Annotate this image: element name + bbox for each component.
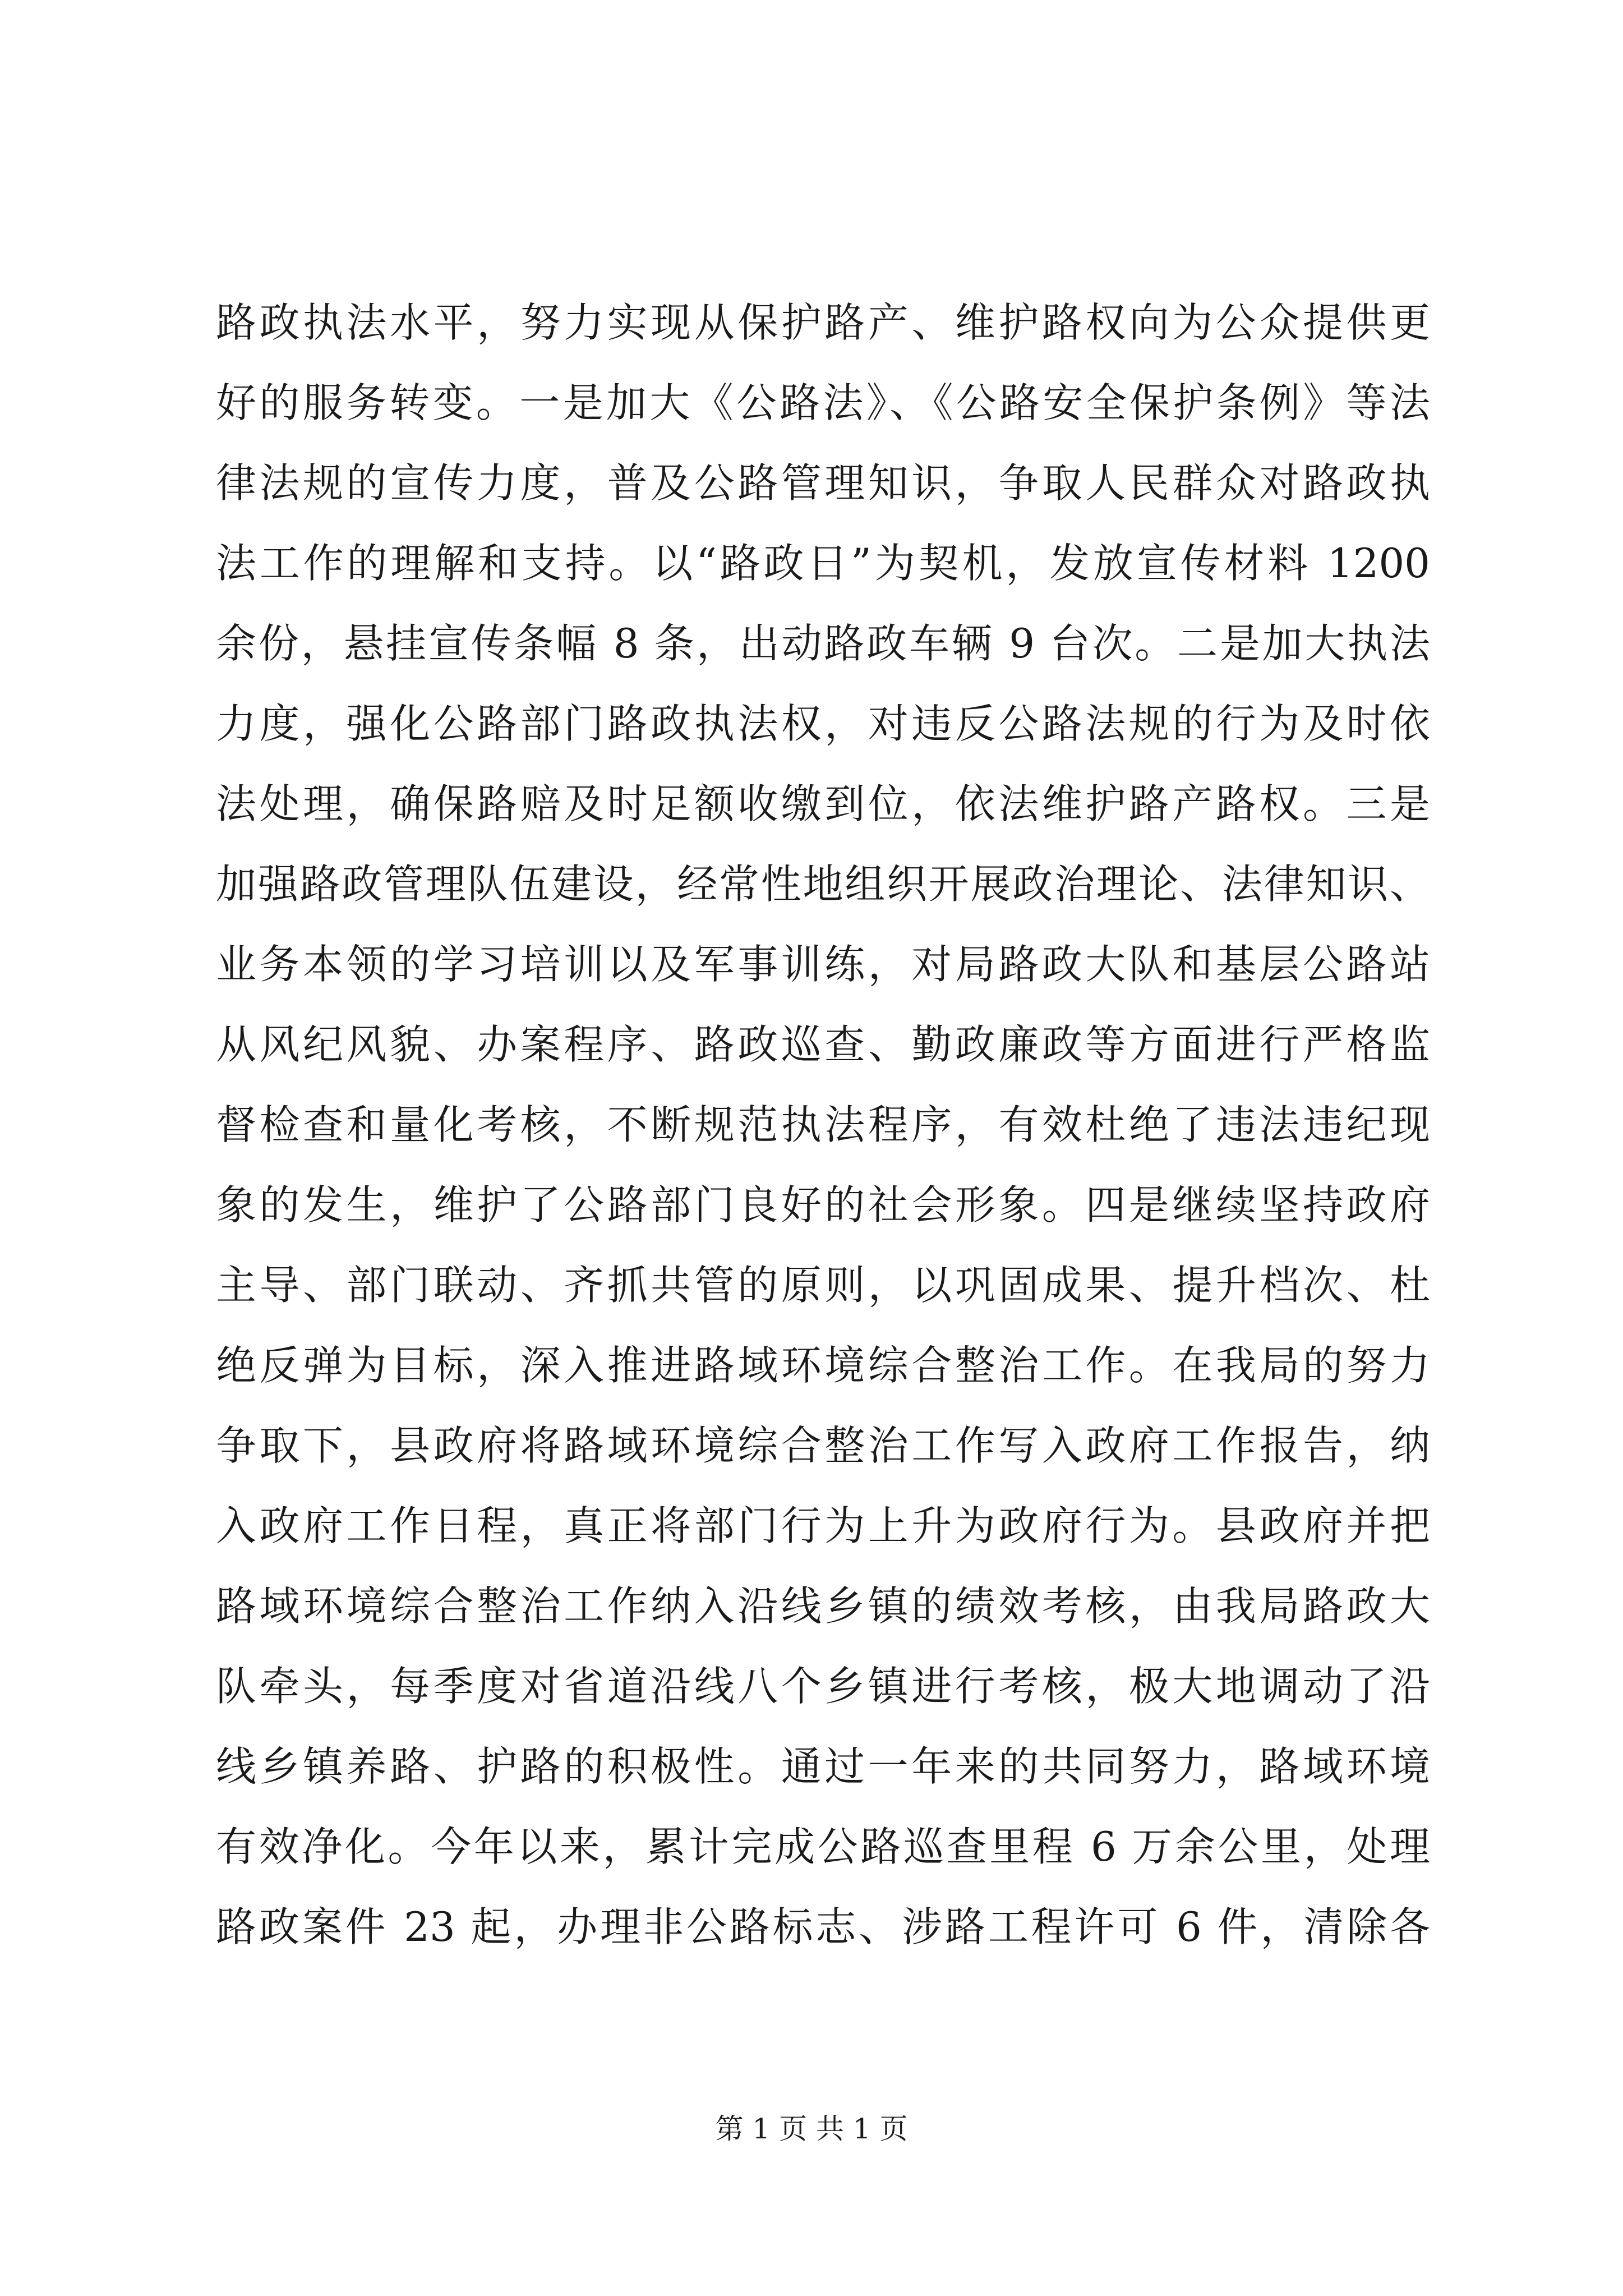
text-line: 线乡镇养路、护路的积极性。通过一年来的共同努力，路域环境 <box>216 1743 1430 1790</box>
text-line: 象的发生，维护了公路部门良好的社会形象。四是继续坚持政府 <box>216 1181 1430 1228</box>
text-line: 从风纪风貌、办案程序、路政巡查、勤政廉政等方面进行严格监 <box>216 1021 1430 1068</box>
text-line: 有效净化。今年以来，累计完成公路巡查里程 6 万余公里，处理 <box>216 1823 1430 1870</box>
text-line: 争取下，县政府将路域环境综合整治工作写入政府工作报告，纳 <box>216 1422 1430 1469</box>
page-number: 第 1 页 共 1 页 <box>715 2113 908 2145</box>
text-line: 业务本领的学习培训以及军事训练，对局路政大队和基层公路站 <box>216 941 1430 988</box>
page-footer <box>0 2109 1623 2148</box>
text-line: 法处理，确保路赔及时足额收缴到位，依法维护路产路权。三是 <box>216 780 1430 827</box>
text-line: 主导、部门联动、齐抓共管的原则，以巩固成果、提升档次、杜 <box>216 1262 1430 1309</box>
text-line: 路政案件 23 起，办理非公路标志、涉路工程许可 6 件，清除各 <box>216 1903 1430 1950</box>
text-line: 路域环境综合整治工作纳入沿线乡镇的绩效考核，由我局路政大 <box>216 1582 1430 1630</box>
text-line: 好的服务转变。一是加大《公路法》、《公路安全保护条例》等法 <box>216 379 1430 426</box>
text-line: 律法规的宣传力度，普及公路管理知识，争取人民群众对路政执 <box>216 459 1430 507</box>
text-line: 余份，悬挂宣传条幅 8 条，出动路政车辆 9 台次。二是加大执法 <box>216 620 1430 667</box>
text-line: 队牵头，每季度对省道沿线八个乡镇进行考核，极大地调动了沿 <box>216 1663 1430 1710</box>
text-line: 入政府工作日程，真正将部门行为上升为政府行为。县政府并把 <box>216 1502 1430 1549</box>
text-line: 法工作的理解和支持。以“路政日”为契机，发放宣传材料 1200 <box>216 540 1430 587</box>
text-line: 绝反弹为目标，深入推进路域环境综合整治工作。在我局的努力 <box>216 1342 1430 1389</box>
text-line: 力度，强化公路部门路政执法权，对违反公路法规的行为及时依 <box>216 700 1430 747</box>
text-line: 督检查和量化考核，不断规范执法程序，有效杜绝了违法违纪现 <box>216 1101 1430 1148</box>
text-line: 路政执法水平，努力实现从保护路产、维护路权向为公众提供更 <box>216 299 1430 346</box>
text-line: 加强路政管理队伍建设，经常性地组织开展政治理论、法律知识、 <box>216 861 1430 908</box>
